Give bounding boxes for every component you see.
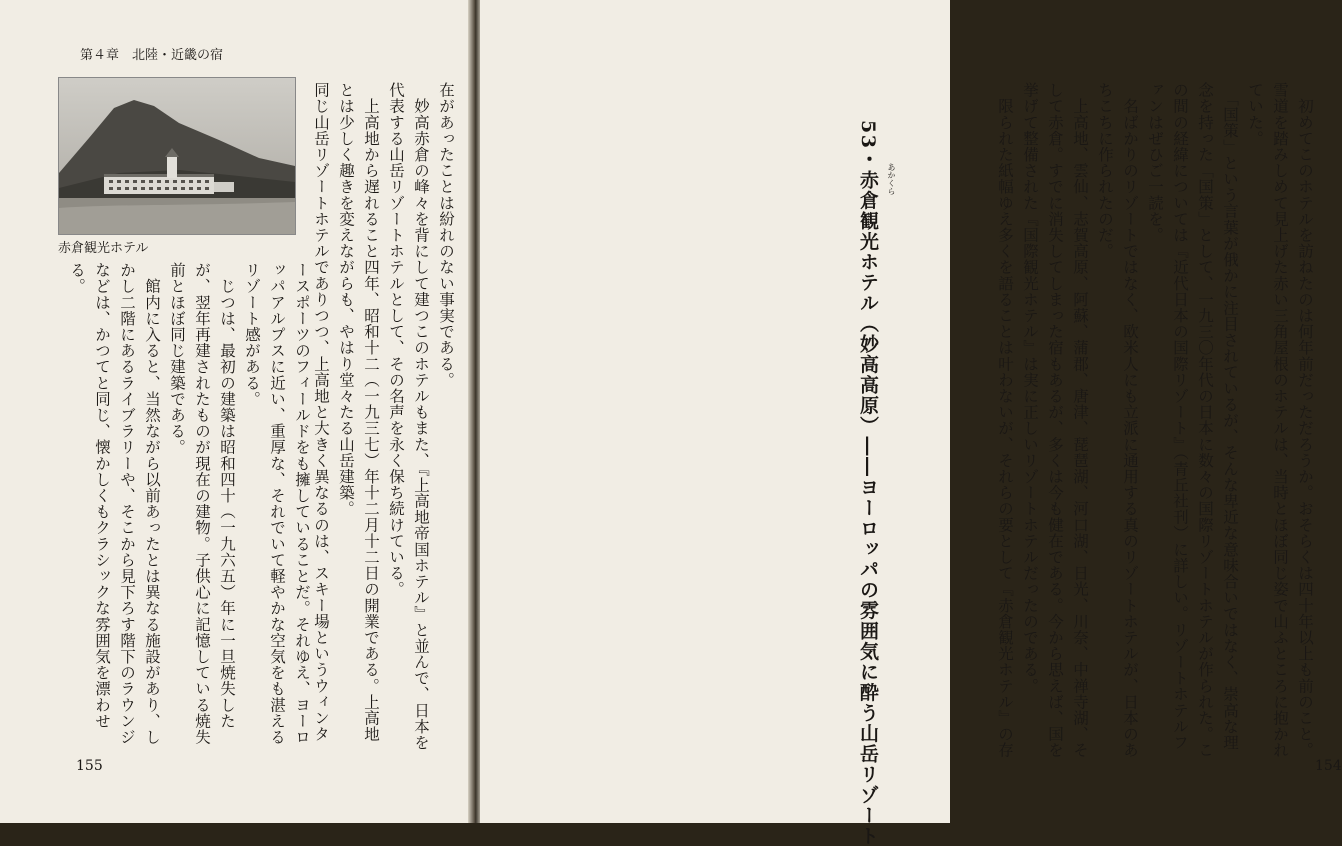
page-number-right: 154 (1315, 758, 1342, 774)
article-title: 53・赤倉観光ホテル（妙高高原）――ヨーロッパの雰囲気に酔う山岳リゾート (857, 120, 879, 846)
running-head: 第４章 北陸・近畿の宿 (80, 48, 224, 63)
left-page (0, 0, 470, 823)
photo-caption: 赤倉観光ホテル (58, 241, 149, 256)
right-body: 初めてこのホテルを訪ねたのは何年前だっただろうか。おそらくは四十年以上も前のこと。雪道を踏みしめて見上げた赤い三角屋根のホテルは、当時とほぼ同じ姿で山ふところに抱かれていた。 「国策」という言葉が俄かに注目されているが、そんな卑近な意味合いではなく、崇高な理念を持った「国策」として、一九三〇年代の日本に数々の国際リゾートホテルが作られた。この間の経緯については『近代日本の国際リゾート』（青丘社刊）に詳しい。リゾートホテルファンはぜひご一読を。 名ばかりのリゾートではなく、欧米人にも立派に通用する真のリゾートホテルが、日本のあちこちに作られたのだ。 上高地、雲仙、志賀高原、阿蘇、蒲郡、唐津、琵琶湖、河口湖、日光、川奈、中禅寺湖、そして赤倉。すでに消失してしまった宿もあるが、多くは今も健在である。今から思えば、国を挙げて整備された『国際観光ホテル』は実に正しいリゾートホテルだったのである。 限られた紙幅ゆえ多くを語ることは叶わないが、それらの要として『赤倉観光ホテル』の存 (996, 82, 1314, 759)
left-body-lower: ースポーツのフィールドをも擁していることだ。それゆえ、ヨーロッパアルプスに近い、重厚な、それでいて軽やかな空気をも湛えるリゾート感がある。 じつは、最初の建築は昭和四十（一九六五）年に一旦焼失したが、翌年再建されたものが現在の建物。子供心に記憶している焼失前とほぼ同じ建築である。 館内に入ると、当然ながら以前あったとは異なる施設があり、しかし二階にあるライブラリーや、そこから見下ろす階下のラウンジなどは、かつてと同じ、懐かしくもクラシックな雰囲気を漂わせる。 (68, 262, 311, 745)
page-number-left: 155 (76, 758, 103, 774)
title-ruby: あかくら (887, 163, 896, 195)
left-body-upper: 在があったことは紛れのない事実である。 妙高赤倉の峰々を背にして建つこのホテルもまた、『上高地帝国ホテル』と並んで、日本を代表する山岳リゾートホテルとして、その名声を永く保ち続けている。 上高地から遅れること四年、昭和十二（一九三七）年十二月十二日の開業である。上高地とは少しく趣きを変えながらも、やはり堂々たる山岳建築。 同じ山岳リゾートホテルでありつつ、上高地と大きく異なるのは、スキー場というウィンタ (312, 82, 455, 751)
